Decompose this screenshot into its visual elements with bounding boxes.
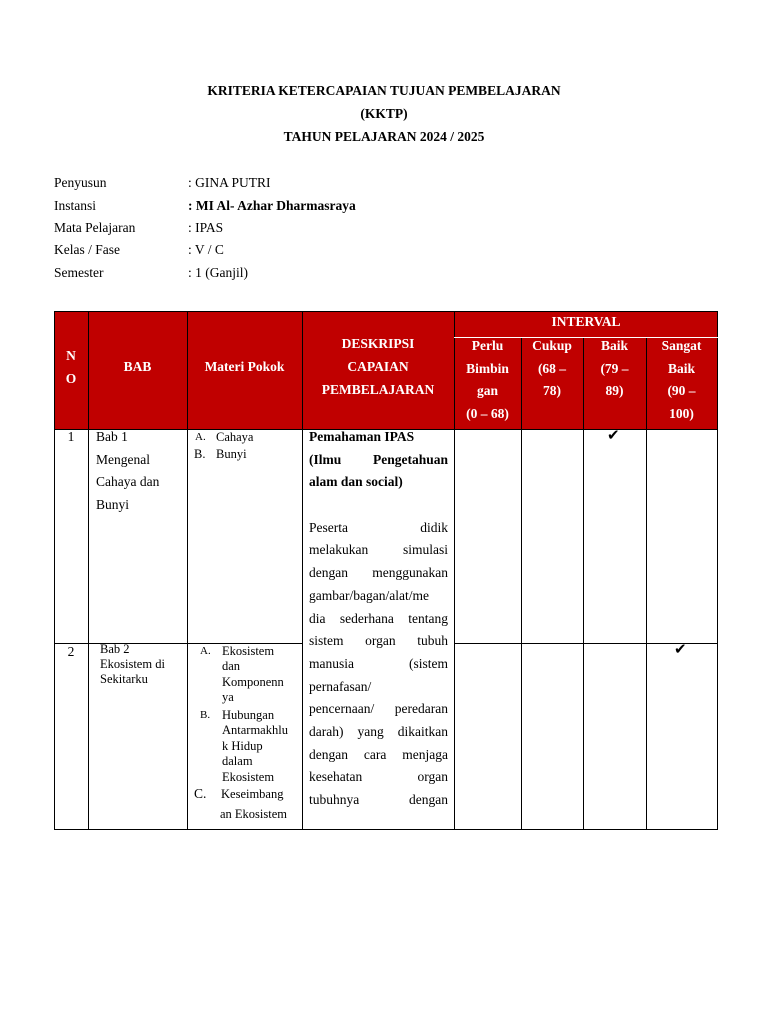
info-label-mapel: Mata Pelajaran bbox=[54, 220, 136, 235]
header-materi: Materi Pokok bbox=[204, 359, 285, 374]
bab-line: Bab 2 bbox=[100, 642, 130, 656]
header-cukup-2: (68 – bbox=[537, 361, 567, 376]
row-no: 1 bbox=[67, 429, 75, 444]
deskripsi-line: pernafasan/ bbox=[309, 678, 372, 694]
header-sangat-3: (90 – bbox=[667, 383, 696, 398]
deskripsi-line: darah) yang dikaitkan bbox=[309, 723, 448, 739]
doc-title: KRITERIA KETERCAPAIAN TUJUAN PEMBELAJARAN bbox=[207, 83, 561, 98]
check-icon: ✔ bbox=[674, 640, 687, 658]
materi-marker: C. bbox=[194, 786, 207, 801]
header-sangat-4: 100) bbox=[669, 406, 694, 421]
table-border-left bbox=[54, 311, 55, 830]
materi-item: Ekosistem bbox=[222, 644, 275, 658]
info-value-instansi: : MI Al- Azhar Dharmasraya bbox=[188, 198, 356, 213]
deskripsi-line: Pemahaman IPAS bbox=[309, 429, 415, 444]
header-cukup-3: 78) bbox=[543, 383, 561, 398]
info-value-semester: : 1 (Ganjil) bbox=[188, 265, 248, 280]
header-baik-1: Baik bbox=[600, 338, 628, 353]
header-baik-2: (79 – bbox=[600, 361, 629, 376]
header-interval: INTERVAL bbox=[551, 314, 621, 329]
header-perlu-4: (0 – 68) bbox=[466, 406, 509, 421]
materi-item: Ekosistem bbox=[222, 770, 275, 784]
info-value-penyusun: : GINA PUTRI bbox=[188, 175, 271, 190]
bab-line: Bunyi bbox=[96, 497, 130, 512]
info-label-penyusun: Penyusun bbox=[54, 175, 107, 190]
deskripsi-line: Peserta didik bbox=[309, 519, 448, 535]
col-divider bbox=[583, 337, 584, 830]
info-label-semester: Semester bbox=[54, 265, 104, 280]
header-baik-3: 89) bbox=[605, 383, 624, 398]
deskripsi-line: manusia (sistem bbox=[309, 655, 448, 671]
materi-item: dalam bbox=[222, 754, 253, 768]
header-perlu-2: Bimbin bbox=[466, 361, 509, 376]
header-cukup-1: Cukup bbox=[532, 338, 572, 353]
col-divider bbox=[88, 311, 89, 830]
materi-marker: B. bbox=[200, 709, 211, 721]
bab-line: Bab 1 bbox=[96, 429, 128, 444]
doc-year: TAHUN PELAJARAN 2024 / 2025 bbox=[283, 129, 485, 144]
info-label-instansi: Instansi bbox=[54, 198, 96, 213]
materi-item: Antarmakhlu bbox=[222, 723, 288, 737]
deskripsi-line: pencernaan/ peredaran bbox=[309, 701, 448, 717]
table-border-bottom bbox=[54, 829, 718, 830]
header-no-1: N bbox=[66, 348, 76, 363]
header-deskripsi-3: PEMBELAJARAN bbox=[321, 382, 435, 397]
materi-marker: A. bbox=[195, 431, 206, 443]
materi-item: k Hidup bbox=[222, 739, 263, 753]
deskripsi-line: (Ilmu Pengetahuan bbox=[309, 451, 448, 467]
deskripsi-line: kesehatan organ bbox=[309, 769, 448, 785]
header-bab: BAB bbox=[123, 359, 152, 374]
materi-item: Keseimbang bbox=[221, 787, 284, 801]
table-border-top bbox=[54, 311, 718, 312]
deskripsi-line: alam dan social) bbox=[309, 474, 403, 490]
info-label-kelas: Kelas / Fase bbox=[54, 242, 120, 257]
deskripsi-line: dengan menggunakan bbox=[309, 565, 448, 581]
bab-line: Ekosistem di bbox=[100, 657, 165, 671]
deskripsi-line bbox=[309, 494, 448, 517]
deskripsi-capaian bbox=[309, 426, 448, 812]
col-divider bbox=[187, 311, 188, 830]
materi-item: Komponenn bbox=[222, 675, 284, 689]
deskripsi-line: gambar/bagan/alat/me bbox=[309, 587, 429, 603]
materi-item: an Ekosistem bbox=[220, 807, 288, 821]
materi-marker: A. bbox=[200, 645, 211, 657]
deskripsi-line: sistem organ tubuh bbox=[309, 633, 448, 649]
bab-line: Mengenal bbox=[96, 452, 150, 467]
materi-marker: B. bbox=[194, 447, 206, 461]
materi-item: Hubungan bbox=[222, 708, 275, 722]
header-deskripsi-1: DESKRIPSI bbox=[341, 336, 415, 351]
row-no: 2 bbox=[67, 644, 75, 659]
header-perlu-3: gan bbox=[476, 383, 498, 398]
materi-item: dan bbox=[222, 659, 241, 673]
info-value-kelas: : V / C bbox=[188, 242, 224, 257]
check-icon: ✔ bbox=[607, 426, 620, 444]
header-sangat-2: Baik bbox=[667, 361, 695, 376]
table-border-right bbox=[717, 311, 718, 830]
bab-line: Sekitarku bbox=[100, 672, 148, 686]
materi-item: ya bbox=[222, 690, 234, 704]
deskripsi-line: dia sederhana tentang bbox=[309, 610, 448, 626]
header-sangat-1: Sangat bbox=[661, 338, 702, 353]
header-no-2: O bbox=[65, 371, 77, 386]
bab-line: Cahaya dan bbox=[96, 474, 160, 489]
deskripsi-line: tubuhnya dengan bbox=[309, 792, 448, 807]
materi-item: Cahaya bbox=[216, 430, 254, 444]
doc-subtitle: (KKTP) bbox=[360, 106, 408, 121]
header-deskripsi-2: CAPAIAN bbox=[347, 359, 409, 374]
materi-item: Bunyi bbox=[216, 447, 247, 461]
info-value-mapel: : IPAS bbox=[188, 220, 224, 235]
header-perlu-1: Perlu bbox=[471, 338, 504, 353]
deskripsi-line: melakukan simulasi bbox=[309, 542, 448, 558]
col-divider bbox=[521, 337, 522, 830]
deskripsi-line: dengan cara menjaga bbox=[309, 746, 448, 762]
